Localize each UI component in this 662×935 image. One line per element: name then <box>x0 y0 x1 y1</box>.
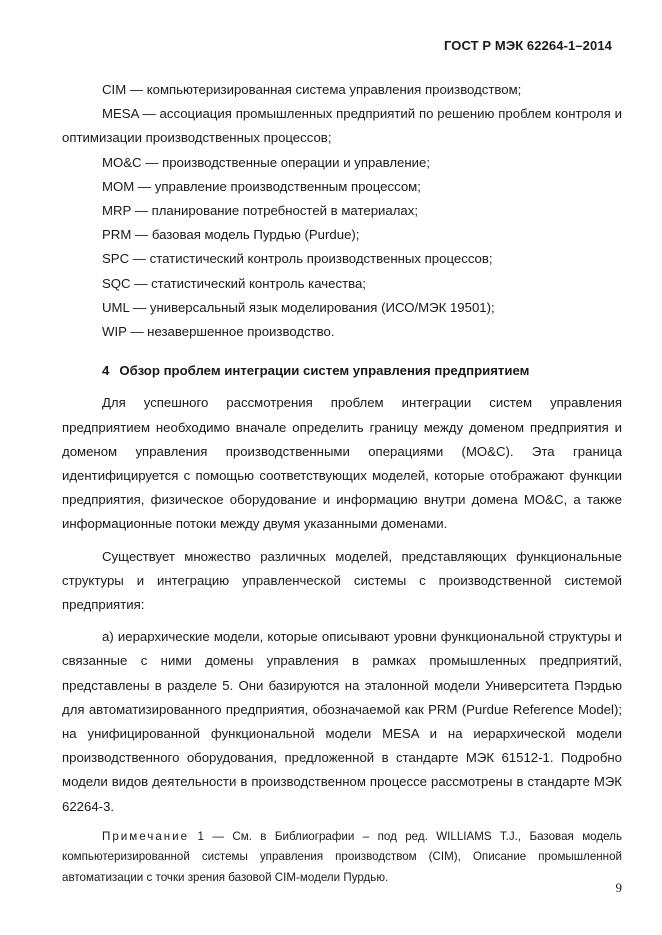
abbreviation-item <box>62 151 622 175</box>
abbreviation-term: MESA <box>102 106 139 122</box>
abbreviation-definition: — управление производственным процессом; <box>134 178 421 194</box>
abbreviation-item <box>62 320 622 344</box>
body-paragraph: Существует множество различных моделей, представляющих функциональные структуры и интеграцию управленческой системы с производственной системой предприятия: <box>62 548 622 613</box>
abbreviation-term: PRM <box>102 227 132 243</box>
note-text: См. в Библиографии – под ред. WILLIAMS T.J., Базовая модель компьютеризированной системы управления производством (CIM), Описание промышленной автоматизации с точки зрения базовой CIM-модели Пурдью. <box>62 829 622 885</box>
abbreviation-definition: — производственные операции и управление; <box>141 154 431 170</box>
abbreviation-definition: — незавершенное производство. <box>126 324 335 340</box>
abbreviation-term: MOM <box>102 178 135 194</box>
abbreviation-item <box>62 247 622 271</box>
abbreviation-definition: — базовая модель Пурдью (Purdue); <box>131 227 360 243</box>
abbreviation-item <box>62 272 622 296</box>
abbreviation-term: UML <box>102 299 130 315</box>
section-number: 4 <box>102 363 110 379</box>
section-title-text: Обзор проблем интеграции систем управления предприятием <box>119 363 530 379</box>
note <box>62 827 622 889</box>
abbreviation-definition: — статистический контроль качества; <box>130 275 366 291</box>
abbreviation-list <box>62 78 622 344</box>
abbreviation-definition: — планирование потребностей в материалах; <box>131 203 419 219</box>
abbreviation-definition: — универсальный язык моделирования (ИСО/МЭК 19501); <box>129 299 495 315</box>
abbreviation-term: WIP <box>102 324 127 340</box>
page-body <box>62 78 622 889</box>
body-paragraph: Для успешного рассмотрения проблем интеграции систем управления предприятием необходимо вначале определить границу между доменом предприятия и доменом управления производственными операциями (MO&C). Эта граница идентифицируется с помощью соответствующих моделей, которые отображают функции предприятия, физическое оборудование и информацию внутри домена MO&C, а также информационные потоки между двумя указанными доменами. <box>62 395 622 532</box>
note-label: Примечание <box>102 829 190 843</box>
abbreviation-term: MRP <box>102 203 132 219</box>
abbreviation-item <box>62 296 622 320</box>
abbreviation-item <box>62 102 622 150</box>
abbreviation-definition: — ассоциация промышленных предприятий по решению проблем контроля и оптимизации производственных процессов; <box>62 106 622 146</box>
note-number: 1 — <box>189 829 233 843</box>
abbreviation-term: CIM <box>102 82 127 97</box>
section-heading <box>62 359 622 383</box>
abbreviation-term: MO&C <box>102 154 142 170</box>
abbreviation-item <box>62 199 622 223</box>
abbreviation-definition: — компьютеризированная система управления производством; <box>126 82 522 97</box>
abbreviation-term: SPC <box>102 251 130 267</box>
abbreviation-item <box>62 78 622 102</box>
document-id-header: ГОСТ Р МЭК 62264-1–2014 <box>444 38 612 53</box>
abbreviation-definition: — статистический контроль производственных процессов; <box>129 251 493 267</box>
abbreviation-item <box>62 223 622 247</box>
list-item-paragraph: а) иерархические модели, которые описывают уровни функциональной структуры и связанные с ними домены управления в рамках промышленных предприятий, представлены в разделе 5. Они базируются на эталонной модели Университета Пэрдью для автоматизированного предприятия, обозначаемой как PRM (Purdue Reference Model); на унифицированной функциональной модели MESA и на иерархической модели производственного оборудования, предложенной в стандарте МЭК 61512-1. Подробно модели видов деятельности в производственном процессе рассмотрены в стандарте МЭК 62264-3. <box>62 629 622 814</box>
abbreviation-item <box>62 175 622 199</box>
page-number: 9 <box>615 880 622 895</box>
abbreviation-term: SQC <box>102 275 131 291</box>
